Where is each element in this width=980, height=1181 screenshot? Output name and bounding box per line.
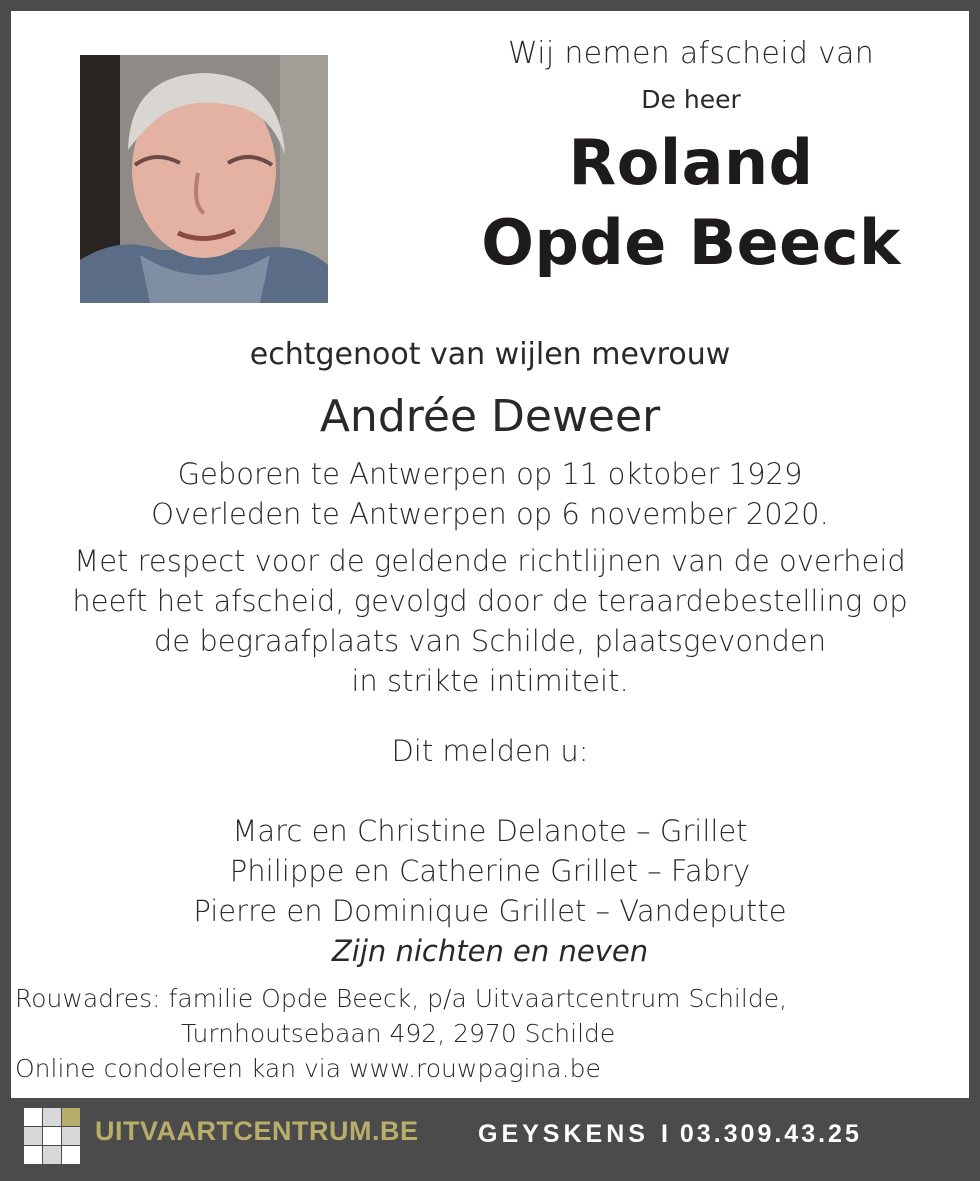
footer-bar — [0, 1098, 980, 1181]
message-line: in strikte intimiteit. — [351, 664, 629, 698]
intro-text: Wij nemen afscheid van — [507, 36, 875, 71]
family-member: Marc en Christine Delanote – Grillet — [232, 814, 748, 848]
address-line-1: Rouwadres: familie Opde Beeck, p/a Uitvaartcentrum Schilde, — [15, 984, 788, 1013]
family-member: Philippe en Catherine Grillet – Fabry — [229, 854, 751, 888]
life-dates — [11, 454, 969, 534]
family-relation: Zijn nichten en neven — [331, 934, 649, 968]
message-line: Met respect voor de geldende richtlijnen van de overheid — [74, 544, 906, 578]
spouse-name: Andrée Deweer — [319, 391, 661, 442]
announce-text: Dit melden u: — [391, 734, 589, 768]
deceased-header — [451, 33, 931, 283]
company-contact — [478, 1120, 862, 1149]
deceased-last-name: Opde Beeck — [481, 206, 901, 279]
death-line: Overleden te Antwerpen op 6 november 2020. — [151, 497, 829, 531]
uitvaartcentrum-logo-icon — [24, 1108, 80, 1164]
separator: I — [660, 1120, 668, 1148]
family-list — [11, 811, 969, 971]
obituary-card — [11, 11, 969, 1098]
phone-number[interactable]: 03.309.43.25 — [679, 1120, 862, 1148]
company-name: GEYSKENS — [478, 1120, 649, 1148]
portrait-photo — [80, 55, 328, 303]
portrait-illustration — [80, 55, 328, 303]
message-line: heeft het afscheid, gevolgd door de teraardebestelling op — [72, 584, 908, 618]
deceased-first-name: Roland — [568, 126, 814, 199]
family-member: Pierre en Dominique Grillet – Vandeputte — [193, 894, 787, 928]
mourning-address — [15, 981, 787, 1086]
honorific-title: De heer — [641, 85, 741, 114]
address-line-2: Turnhoutsebaan 492, 2970 Schilde — [181, 1019, 616, 1048]
online-condolence[interactable]: Online condoleren kan via www.rouwpagina.be — [15, 1054, 601, 1083]
message-line: de begraafplaats van Schilde, plaatsgevonden — [153, 624, 827, 658]
funeral-message — [11, 541, 969, 701]
spouse-intro: echtgenoot van wijlen mevrouw — [249, 337, 731, 372]
brand-name[interactable]: UITVAARTCENTRUM.BE — [95, 1116, 419, 1146]
birth-line: Geboren te Antwerpen op 11 oktober 1929 — [177, 457, 803, 491]
